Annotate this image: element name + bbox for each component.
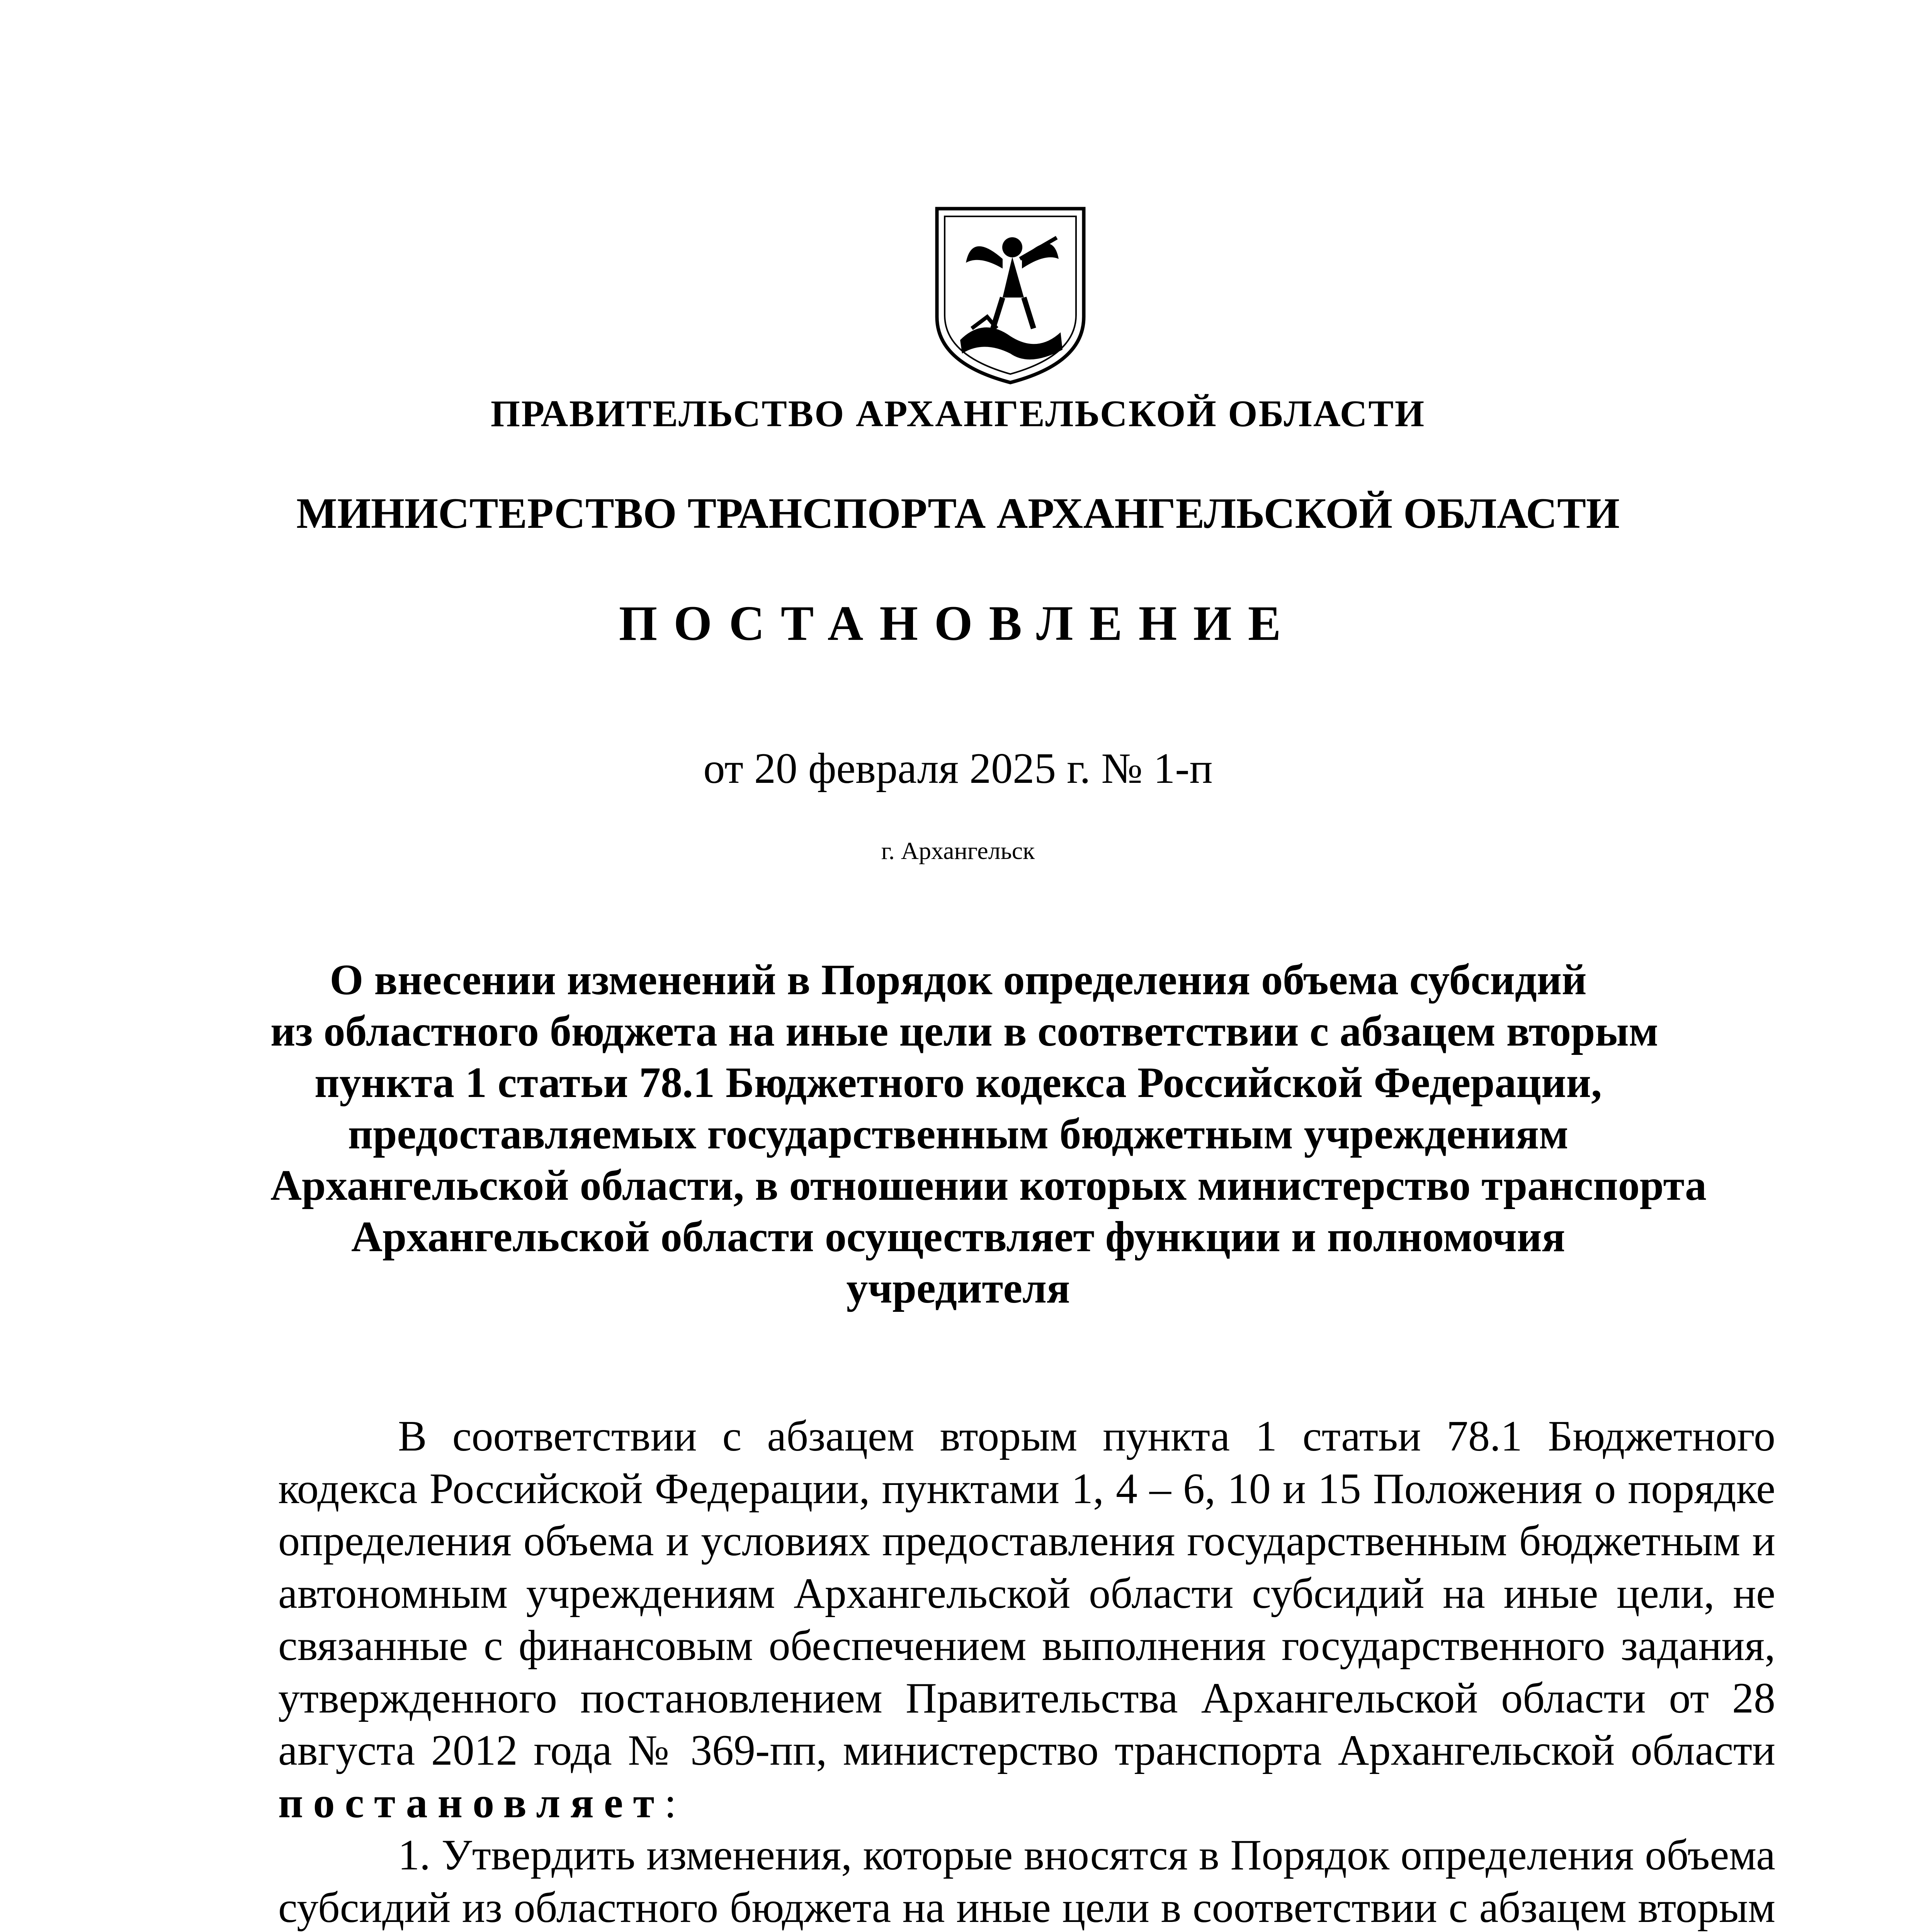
document-subject (270, 954, 1707, 1314)
subject-line: пункта 1 статьи 78.1 Бюджетного кодекса Российской Федерации, (315, 1059, 1602, 1107)
preamble-paragraph (278, 1410, 1775, 1829)
city-line: г. Архангельск (881, 837, 1035, 864)
coat-of-arms-emblem (929, 201, 1091, 386)
subject-line: предоставляемых государственным бюджетным учреждениям (348, 1110, 1569, 1158)
subject-line: О внесении изменений в Порядок определения объема субсидий (330, 956, 1587, 1004)
preamble-text: В соответствии с абзацем вторым пункта 1 статьи 78.1 Бюджетного кодекса Российской Федерации, пунктами 1, 4 – 6, 10 и 15 Положения о порядке определения объема и условиях предоставления государственным бюджетным и автономным учреждениям Архангельской области субсидий на иные цели, не связанные с финансовым обеспечением выполнения государственного задания, утвержденного постановлением Правительства Архангельской области от 28 августа 2012 года № 369-пп, министерство транспорта Архангельской области (278, 1412, 1775, 1774)
document-type-title: ПОСТАНОВЛЕНИЕ (619, 596, 1297, 651)
document-body (278, 1410, 1775, 1932)
subject-line: из областного бюджета на иные цели в соответствии с абзацем вторым (270, 1007, 1659, 1055)
subject-line: учредителя (846, 1264, 1070, 1312)
date-and-number: от 20 февраля 2025 г. № 1-п (703, 745, 1213, 793)
preamble-colon: : (664, 1779, 677, 1827)
ministry-heading: МИНИСТЕРСТВО ТРАНСПОРТА АРХАНГЕЛЬСКОЙ ОБЛАСТИ (296, 490, 1620, 537)
item-1-paragraph: 1. Утвердить изменения, которые вносятся в Порядок определения объема субсидий из областного бюджета на иные цели в соответствии с абзацем вторым (278, 1831, 1775, 1932)
decree-word: постановляет (278, 1779, 665, 1827)
subject-line: Архангельской области, в отношении которых министерство транспорта (270, 1162, 1707, 1209)
subject-line: Архангельской области осуществляет функции и полномочия (351, 1213, 1566, 1261)
government-heading: ПРАВИТЕЛЬСТВО АРХАНГЕЛЬСКОЙ ОБЛАСТИ (490, 393, 1426, 435)
